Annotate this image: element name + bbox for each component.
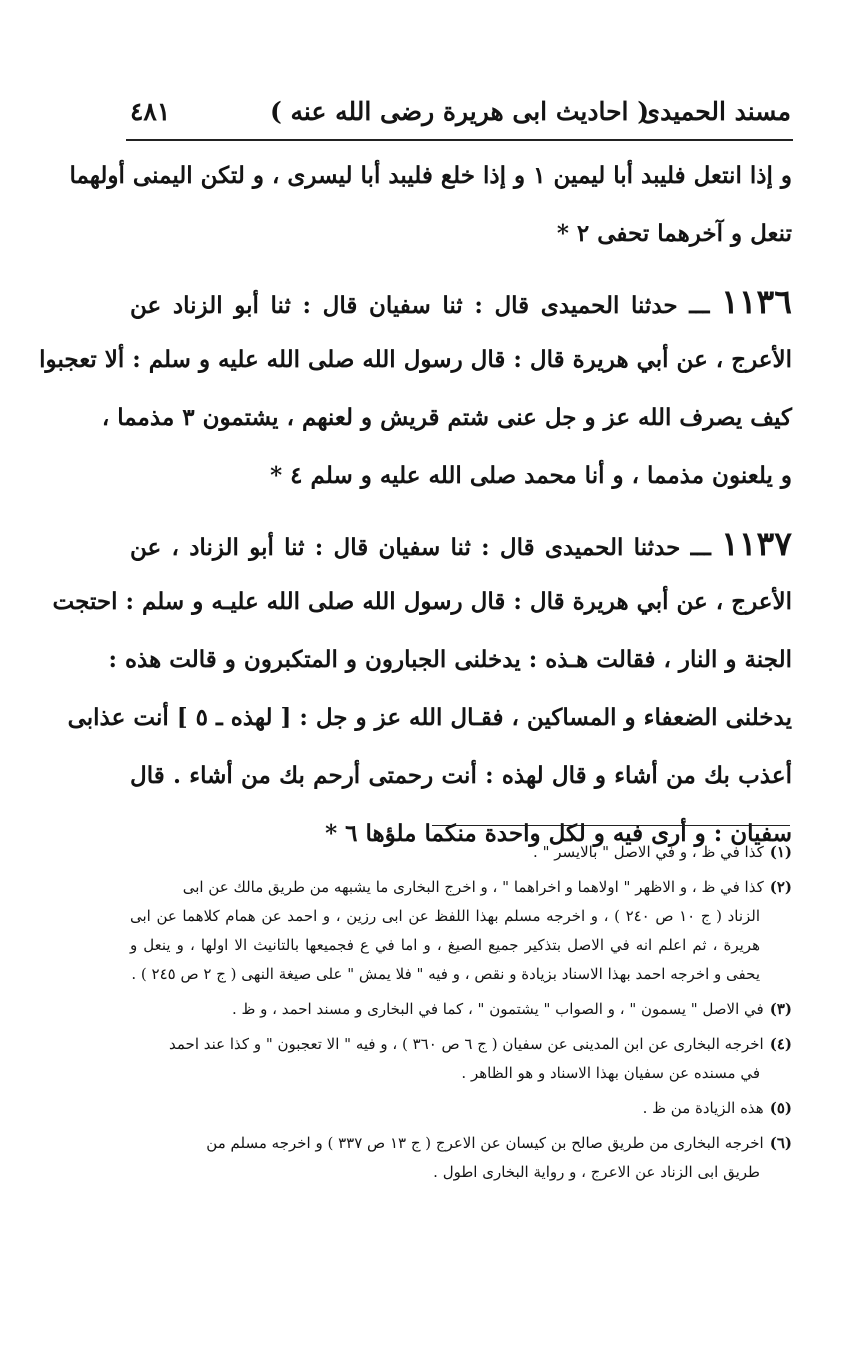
text-line: الأعرج ، عن أبي هريرة قال : قال رسول الله صلى الله عليـه و سلم : احتجت — [52, 588, 792, 615]
footnote-text: اخرجه البخارى عن ابن المدينى عن سفيان ( ج ٦ ص ٣٦٠ ) ، و فيه " الا تعجبون " و كذا عند احمد — [169, 1035, 764, 1053]
hadith-1136 — [39, 273, 793, 505]
hadith-number: ١١٣٧ — [721, 524, 792, 563]
footnote-text: كذا في ظ ، و الاظهر " اولاهما و اخراهما " ، و اخرج البخارى ما يشبهه من طريق مالك عن ابى — [182, 878, 764, 896]
page-number: ٤٨١ — [130, 97, 171, 126]
text-line: تنعل و آخرهما تحفى ٢ * — [556, 220, 792, 247]
text-line: يدخلنى الضعفاء و المساكين ، فقـال الله عز و جل : [ لهذه ـ ٥ ] أنت عذابى — [67, 704, 792, 731]
running-header — [128, 92, 791, 132]
footnote-number: (٢) — [769, 878, 792, 896]
footnote-number: (٦) — [769, 1134, 792, 1152]
footnote — [130, 838, 792, 867]
footnote — [130, 1129, 792, 1187]
hadith-1137 — [52, 515, 792, 863]
footnote — [130, 1030, 792, 1088]
book-title: مسند الحميدى — [640, 97, 791, 126]
footnote-number: (١) — [769, 843, 792, 861]
footnotes — [130, 838, 792, 1193]
footnote-continuation: في مسنده عن سفيان بهذا الاسناد و هو الظاهر . — [461, 1064, 760, 1082]
text-line: و إذا انتعل فليبد أبا ليمين ١ و إذا خلع فليبد أبا ليسرى ، و لتكن اليمنى أولهما — [69, 162, 792, 189]
footnote — [130, 1094, 792, 1123]
text-line: كيف يصرف الله عز و جل عنى شتم قريش و لعنهم ، يشتمون ٣ مذمما ، — [101, 404, 792, 431]
text-line: أعذب بك من أشاء و قال لهذه : أنت رحمتى أرحم بك من أشاء . قال — [130, 762, 792, 789]
footnote-text: هذه الزيادة من ظ . — [642, 1099, 764, 1117]
text-line: الأعرج ، عن أبي هريرة قال : قال رسول الله صلى الله عليه و سلم : ألا تعجبوا — [39, 346, 792, 373]
footnote-rule — [432, 825, 790, 826]
footnote-continuation: طريق ابى الزناد عن الاعرج ، و رواية البخارى اطول . — [433, 1163, 760, 1181]
hadith-number: ١١٣٦ — [721, 282, 793, 321]
footnote-number: (٣) — [769, 1000, 792, 1018]
footnote-text: اخرجه البخارى من طريق صالح بن كيسان عن الاعرج ( ج ١٣ ص ٣٣٧ ) و اخرجه مسلم من — [206, 1134, 764, 1152]
footnote — [130, 995, 792, 1024]
header-rule — [126, 139, 793, 141]
footnote-text: كذا في ظ ، و في الاصل " بالايسر " . — [533, 843, 764, 861]
text-line: و يلعنون مذمما ، و أنا محمد صلى الله عليه و سلم ٤ * — [270, 462, 792, 489]
text-line: ـــ حدثنا الحميدى قال : ثنا سفيان قال : ثنا أبو الزناد ، عن — [130, 534, 711, 561]
footnote-text: في الاصل " يسمون " ، و الصواب " يشتمون " ، كما في البخارى و مسند احمد ، و ظ . — [231, 1000, 764, 1018]
footnote-number: (٥) — [769, 1099, 792, 1117]
main-text — [39, 147, 793, 863]
footnote-continuation: الزناد ( ج ١٠ ص ٢٤٠ ) ، و اخرجه مسلم بهذا اللفظ عن ابى رزين ، و احمد عن همام كلاهما عن ابى هريرة ، ثم اعلم انه في الاصل بتذكير جميع الصيغ ، و اما في ع فجميعها بالتانيث الا اولها ، و ينعل و يحفى و اخرجه احمد بهذا الاسناد بزيادة و نقص ، و فيه " فلا يمش " على صيغة النهى ( ج ٢ ص ٢٤٥ ) . — [130, 907, 761, 983]
text-line: الجنة و النار ، فقالت هـذه : يدخلنى الجبارون و المتكبرون و قالت هذه : — [108, 646, 792, 673]
footnote-number: (٤) — [769, 1035, 792, 1053]
section-title: ( احاديث ابى هريرة رضى الله عنه ) — [269, 97, 650, 126]
footnote — [130, 873, 792, 989]
text-line: ـــ حدثنا الحميدى قال : ثنا سفيان قال : ثنا أبو الزناد عن — [130, 292, 710, 319]
text-line: سفيان : و أرى فيه و لكل واحدة منكما ملؤها ٦ * — [325, 820, 792, 847]
